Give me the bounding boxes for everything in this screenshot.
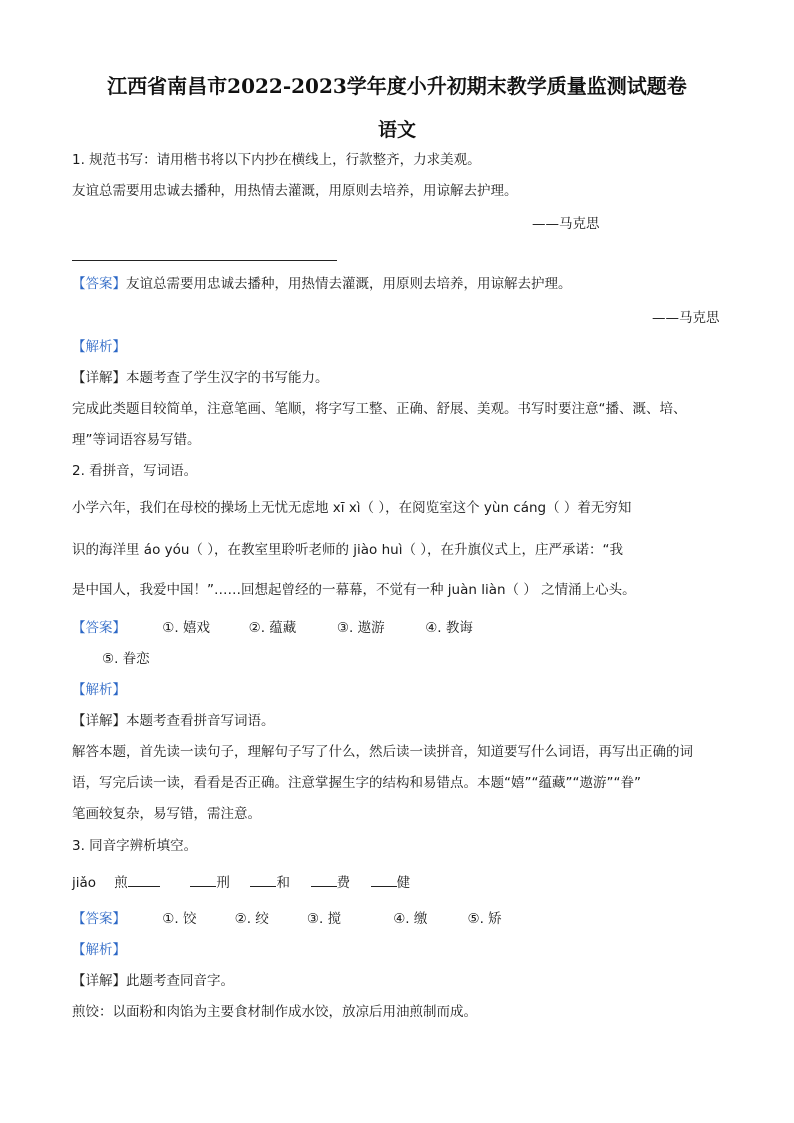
q1-detail-p1: 完成此类题目较简单，注意笔画、笔顺，将字写工整、正确、舒展、美观。书写时要注意“播、溉、培、 <box>72 401 687 417</box>
q3-blank-3 <box>250 872 276 887</box>
answer-tag: 【答案】 <box>72 911 126 927</box>
subject-title: 语文 <box>377 119 416 141</box>
q3-answer <box>72 909 502 929</box>
q3-detail-p1: 煎饺：以面粉和肉馅为主要食材制作成水饺，放凉后用油煎制而成。 <box>72 1004 477 1020</box>
q2-detail <box>72 711 275 731</box>
q3-item-5: 健 <box>396 875 411 891</box>
q2-passage-3: 是中国人，我爱中国！”……回想起曾经的一幕幕，不觉有一种 juàn liàn（ ） 之情涌上心头。 <box>72 582 636 598</box>
answer-tag: 【答案】 <box>72 276 126 292</box>
detail-tag: 【详解】 <box>72 370 126 386</box>
q3-detail-text: 此题考查同音字。 <box>126 973 234 989</box>
q2-detail-p3: 笔画较复杂，易写错，需注意。 <box>72 806 261 822</box>
q2-detail-p2: 语，写完后读一读，看看是否正确。注意掌握生字的结构和易错点。本题“嬉”“蕴藏”“遨游”“眷” <box>72 775 641 791</box>
q2-detail-text: 本题考查看拼音写词语。 <box>126 713 275 729</box>
q3-stem: 3. 同音字辨析填空。 <box>72 838 198 854</box>
q1-detail-text: 本题考查了学生汉字的书写能力。 <box>126 370 329 386</box>
q1-answer <box>72 274 572 294</box>
q1-quote: 友谊总需要用忠诚去播种，用热情去灌溉，用原则去培养，用谅解去护理。 <box>72 183 518 199</box>
q2-answer-4: ④. 教诲 <box>425 620 473 636</box>
q3-item-2: 刑 <box>216 875 230 891</box>
q1-detail-p2: 理”等词语容易写错。 <box>72 432 201 448</box>
q1-detail <box>72 368 329 388</box>
q3-items <box>72 872 410 893</box>
q1-stem: 1. 规范书写：请用楷书将以下内抄在横线上，行款整齐，力求美观。 <box>72 152 481 168</box>
q2-answer-3: ③. 遨游 <box>336 620 385 636</box>
q3-item-3: 和 <box>276 875 290 891</box>
q3-item-1: 煎 <box>114 875 128 891</box>
q3-blank-4 <box>311 872 337 887</box>
q3-answer-5: ⑤. 矫 <box>467 911 502 927</box>
q1-author: ——马克思 <box>532 216 600 232</box>
q3-detail <box>72 971 234 991</box>
q1-answer-author: ——马克思 <box>652 310 720 326</box>
q3-blank-1 <box>128 872 160 887</box>
q2-answer-5: ⑤. 眷恋 <box>102 651 150 667</box>
writing-line <box>72 260 337 261</box>
q3-analysis-tag: 【解析】 <box>72 942 126 958</box>
q2-stem: 2. 看拼音，写词语。 <box>72 463 198 479</box>
q3-item-4: 费 <box>336 875 351 891</box>
q1-answer-text: 友谊总需要用忠诚去播种，用热情去灌溉，用原则去培养，用谅解去护理。 <box>126 276 572 292</box>
q3-blank-2 <box>190 872 216 887</box>
q2-answer <box>72 618 473 638</box>
q3-answer-3: ③. 搅 <box>306 911 342 927</box>
q3-answer-1: ①. 饺 <box>162 911 197 927</box>
q2-analysis-tag: 【解析】 <box>72 682 126 698</box>
answer-tag: 【答案】 <box>72 620 126 636</box>
q3-pinyin: jiǎo <box>72 875 97 891</box>
detail-tag: 【详解】 <box>72 973 126 989</box>
q3-answer-2: ②. 绞 <box>234 911 269 927</box>
q3-answer-4: ④. 缴 <box>393 911 428 927</box>
q2-detail-p1: 解答本题，首先读一读句子，理解句子写了什么，然后读一读拼音，知道要写什么词语，再写出正确的词 <box>72 744 693 760</box>
q2-answer-1: ①. 嬉戏 <box>162 620 210 636</box>
q2-passage-2: 识的海洋里 áo yóu（ ），在教室里聆听老师的 jiào huì（ ），在升旗仪式上，庄严承诺：“我 <box>72 542 623 558</box>
exam-title: 江西省南昌市2022-2023学年度小升初期末教学质量监测试题卷 <box>107 74 687 98</box>
detail-tag: 【详解】 <box>72 713 126 729</box>
q1-analysis-tag: 【解析】 <box>72 339 126 355</box>
q2-answer-2: ②. 蕴藏 <box>248 620 297 636</box>
q2-passage-1: 小学六年，我们在母校的操场上无忧无虑地 xī xì（ ），在阅览室这个 yùn cáng（ ）着无穷知 <box>72 500 632 516</box>
q3-blank-5 <box>371 872 397 887</box>
